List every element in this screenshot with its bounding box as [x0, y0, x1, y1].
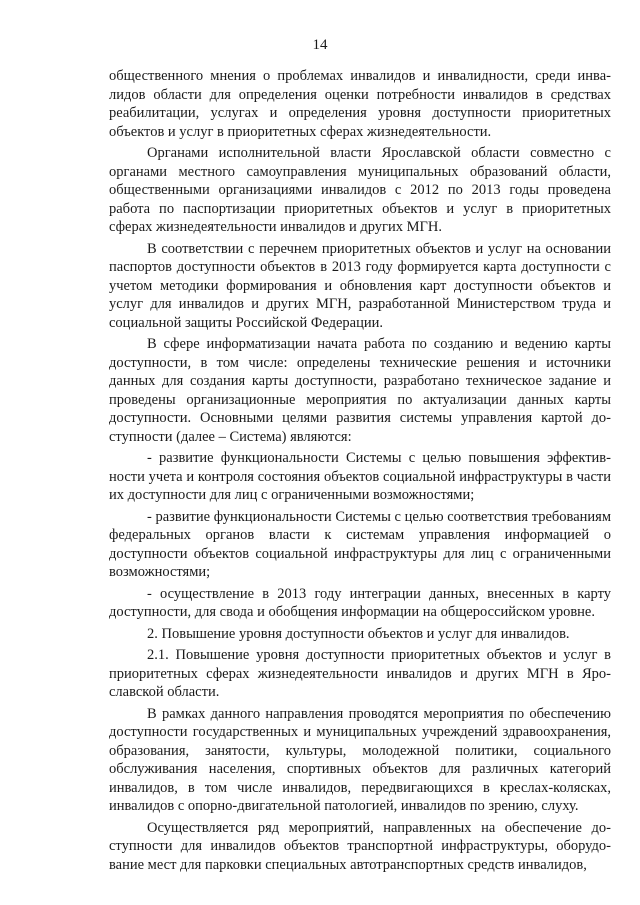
subsection-heading: 2.1. Повышение уровня доступности приоритетных объектов и услуг в приоритетных сферах жизнедеятельности инвалидов и других МГН в Ярославской области.	[109, 647, 611, 700]
list-item-paragraph: - развитие функциональности Системы с целью повышения эффективности учета и контроля состояния объектов социальной инфраструктуры в части их доступности для лиц с ограниченными возможностями;	[109, 450, 611, 503]
paragraph: В сфере информатизации начата работа по созданию и ведению карты доступности, в том числе: определены технические решения и источники данных для создания карты доступности, разработано техническое задание и проведены организационные мероприятия по актуализации данных карты доступности. Основными целями развития системы управления картой доступности (далее – Система) являются:	[109, 336, 611, 445]
paragraph: Осуществляется ряд мероприятий, направленных на обеспечение доступности для инвалидов объектов транспортной инфраструктуры, оборудование мест для парковки специальных автотранспортных средств инвалидов,	[109, 819, 611, 873]
paragraph: В соответствии с перечнем приоритетных объектов и услуг на основании паспортов доступности объектов в 2013 году формируется карта доступности с учетом методики формирования и обновления карт доступности объектов и услуг для инвалидов и других МГН, разработанной Министерством труда и социальной защиты Российской Федерации.	[109, 240, 611, 331]
section-heading: 2. Повышение уровня доступности объектов и услуг для инвалидов.	[147, 625, 570, 642]
paragraph: Органами исполнительной власти Ярославской области совместно с органами местного самоуправления муниципальных образований области, общественными организациями инвалидов с 2012 по 2013 годы проведена работа по паспортизации приоритетных объектов и услуг в приоритетных сферах жизнедеятельности инвалидов и других МГН.	[109, 145, 611, 235]
paragraph: В рамках данного направления проводятся мероприятия по обеспечению доступности государственных и муниципальных учреждений здравоохранения, образования, занятости, культуры, молодежной политики, социального обслуживания населения, спортивных объектов для различных категорий инвалидов, в том числе инвалидов, передвигающихся в креслах-колясках, инвалидов с опорно-двигательной патологией, инвалидов по зрению, слуху.	[109, 705, 611, 814]
paragraph-continuation: общественного мнения о проблемах инвалидов и инвалидности, среди инвалидов области для определения оценки потребности инвалидов в средствах реабилитации, услугах и определения уровня доступности приоритетных объектов и услуг в приоритетных сферах жизнедеятельности.	[109, 68, 611, 140]
list-item-paragraph: - осуществление в 2013 году интеграции данных, внесенных в карту доступности, для свода и обобщения информации на общероссийском уровне.	[109, 585, 611, 620]
list-item-paragraph: - развитие функциональности Системы с целью соответствия требованиям федеральных органов власти к системам управления информацией о доступности объектов социальной инфраструктуры для лиц с ограниченными возможностями;	[109, 508, 611, 580]
text-body	[109, 67, 611, 874]
page-number: 14	[312, 37, 328, 53]
